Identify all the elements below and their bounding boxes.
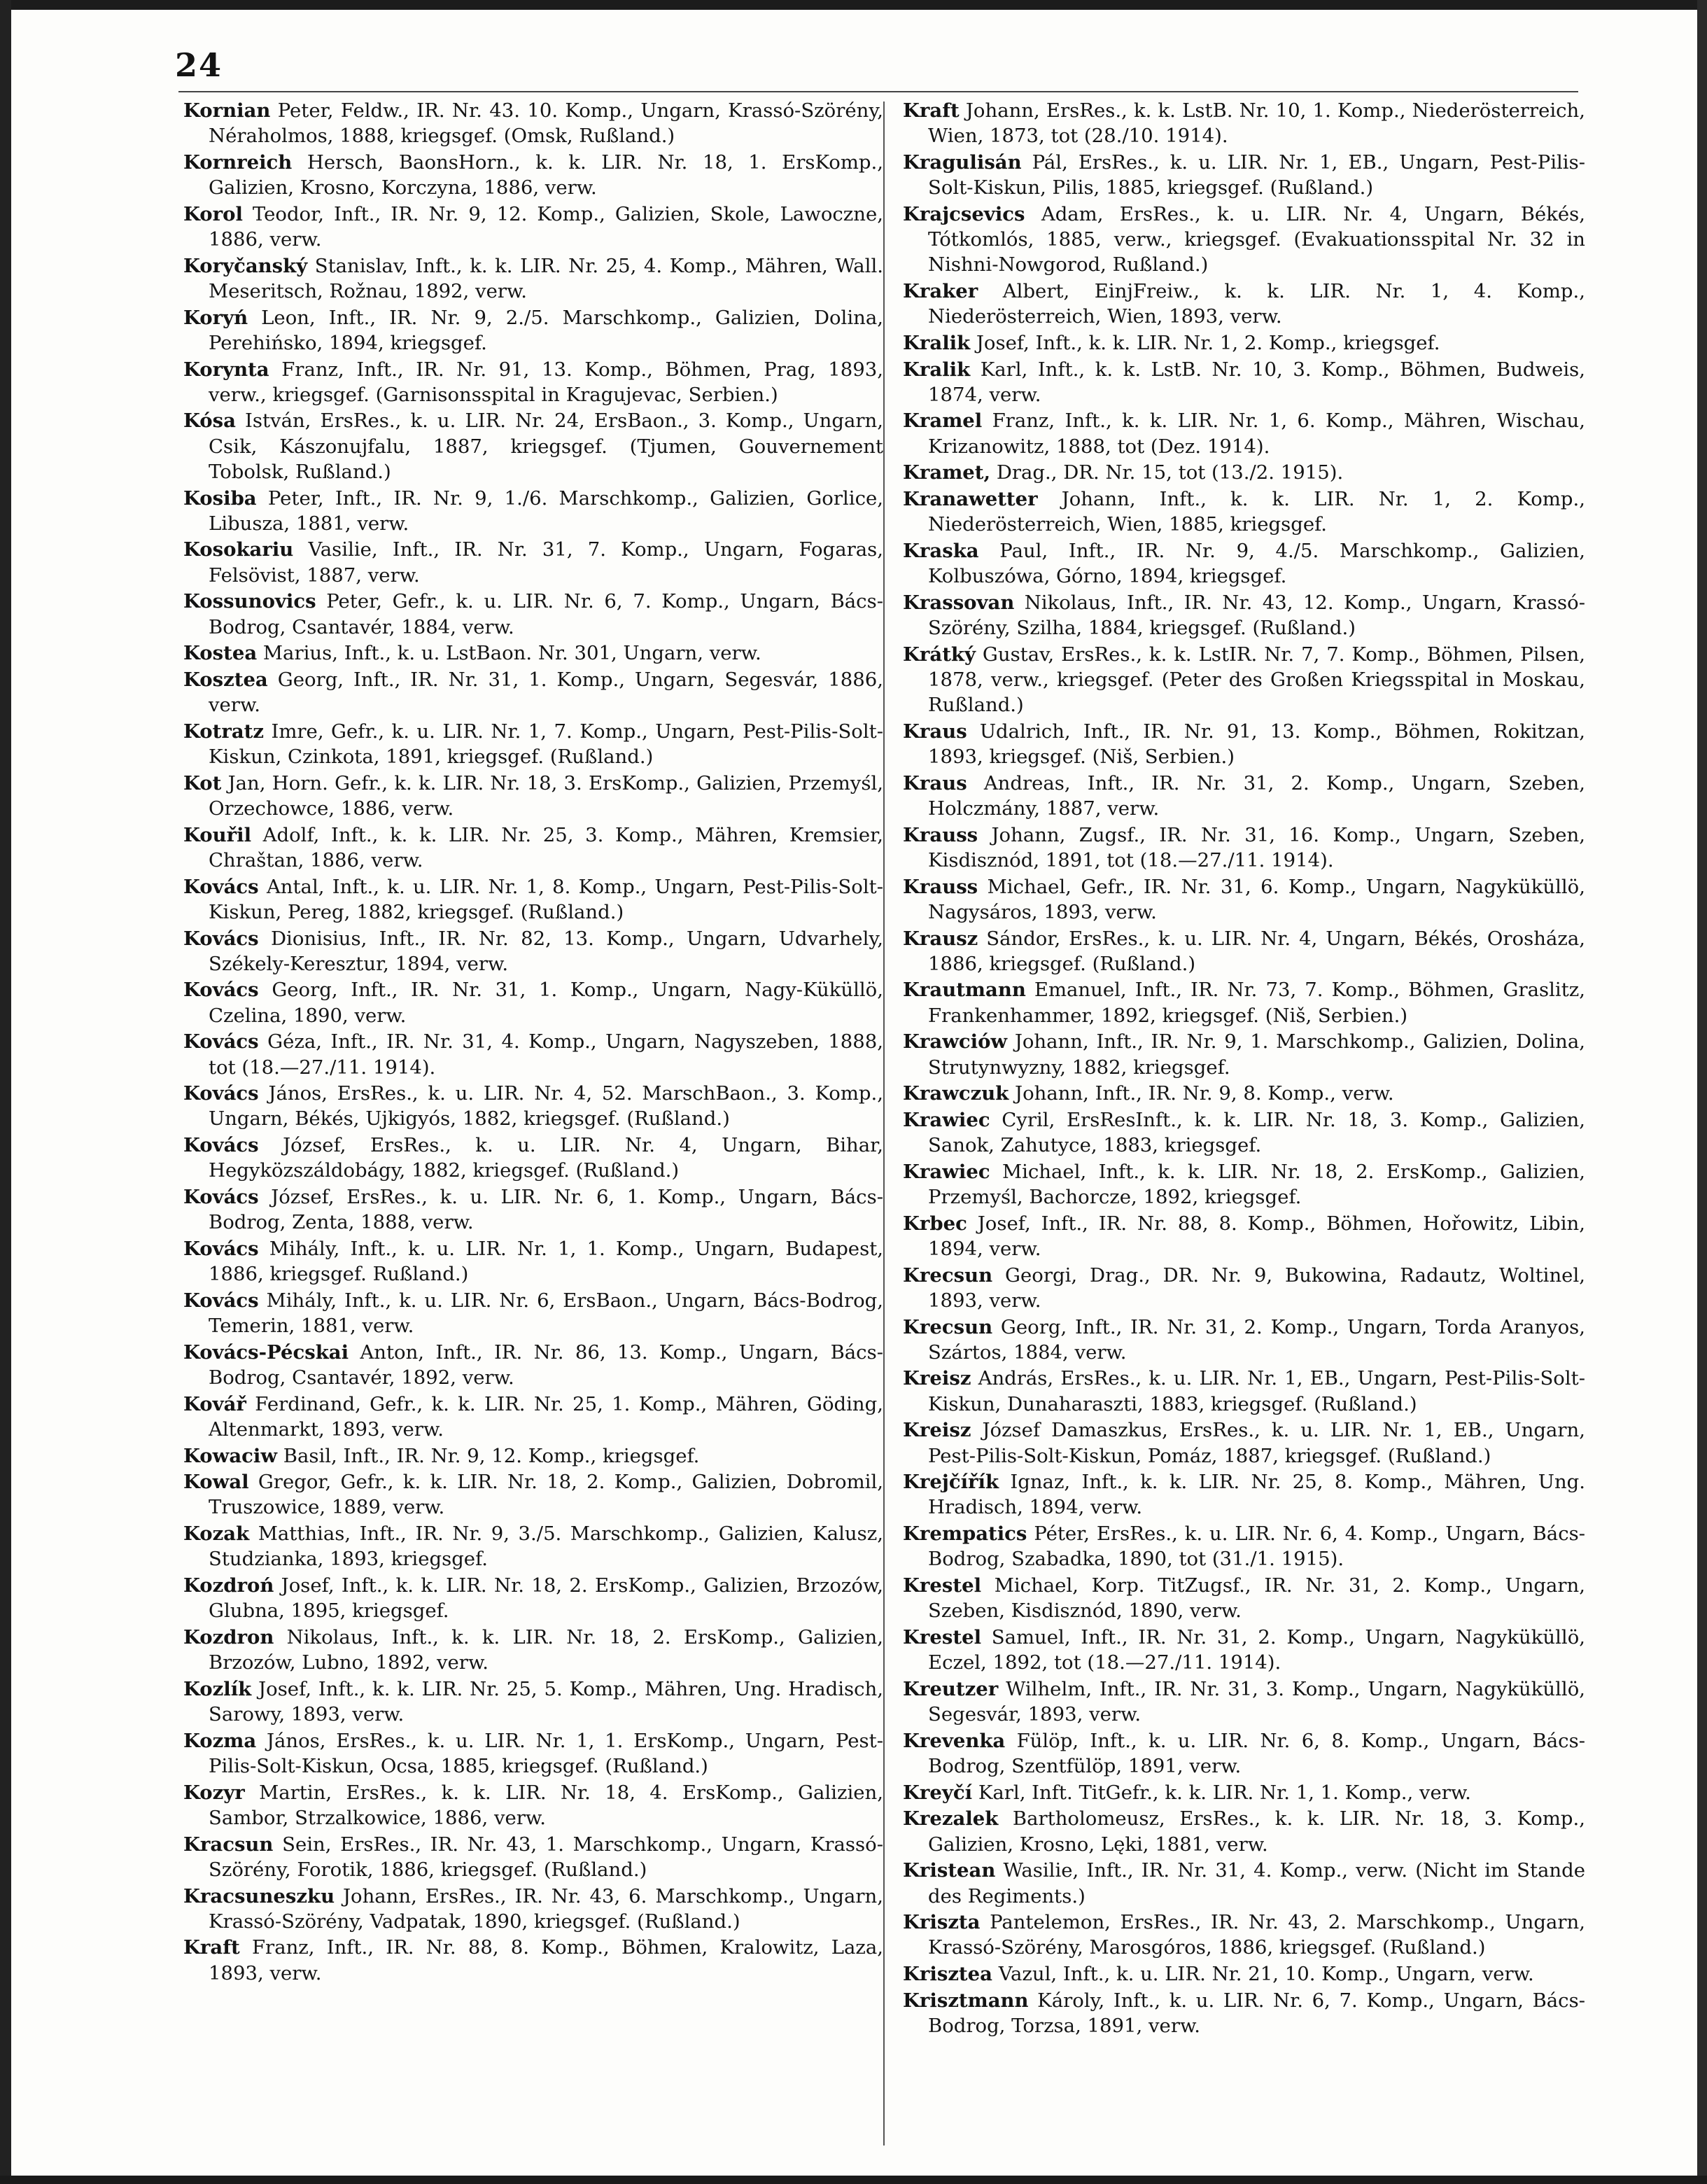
list-entry [183, 1780, 883, 1830]
entry-surname: Kraus [903, 720, 967, 743]
list-entry [903, 1806, 1585, 1856]
entry-surname: Kozma [183, 1729, 257, 1752]
column-divider [883, 102, 885, 2146]
entry-details: Bartholomeusz, ErsRes., k. k. LIR. Nr. 18, 3. Komp., Galizien, Krosno, Lęki, 1881, verw. [928, 1807, 1585, 1856]
list-entry [903, 1315, 1585, 1365]
list-entry [183, 719, 883, 769]
list-entry [903, 1728, 1585, 1779]
entry-details: Paul, Inft., IR. Nr. 9, 4./5. Marschkomp., Galizien, Kolbuszówa, Górno, 1894, kriegsgef. [928, 539, 1585, 588]
list-entry [903, 1573, 1585, 1623]
entry-details: Drag., DR. Nr. 15, tot (13./2. 1915). [996, 461, 1344, 484]
entry-surname: Korynta [183, 358, 269, 381]
entry-surname: Kramet, [903, 461, 991, 484]
entry-surname: Kozlík [183, 1677, 252, 1700]
entry-details: Cyril, ErsResInft., k. k. LIR. Nr. 18, 3. Komp., Galizien, Sanok, Zahutyce, 1883, kriegsgef. [928, 1108, 1585, 1157]
entry-surname: Krecsun [903, 1315, 993, 1338]
entry-details: Wilhelm, Inft., IR. Nr. 31, 3. Komp., Ungarn, Nagyküküllö, Segesvár, 1893, verw. [928, 1677, 1585, 1726]
entry-details: András, ErsRes., k. u. LIR. Nr. 1, EB., Ungarn, Pest-Pilis-Solt-Kiskun, Dunaharaszti, 1883, kriegsgef. (Rußland.) [928, 1367, 1585, 1415]
entry-details: Karl, Inft. TitGefr., k. k. LIR. Nr. 1, 1. Komp., verw. [978, 1781, 1471, 1804]
list-entry [183, 640, 883, 666]
entry-surname: Krawiec [903, 1160, 990, 1183]
entry-surname: Kreisz [903, 1367, 971, 1390]
entry-surname: Kragulisán [903, 150, 1022, 174]
left-column [183, 98, 883, 1987]
entry-surname: Kranawetter [903, 488, 1038, 511]
entry-surname: Kot [183, 771, 222, 794]
list-entry [903, 357, 1585, 407]
list-entry [183, 1469, 883, 1520]
entry-details: Antal, Inft., k. u. LIR. Nr. 1, 8. Komp., Ungarn, Pest-Pilis-Solt-Kiskun, Pereg, 1882, kriegsgef. (Rußland.) [209, 875, 883, 923]
list-entry [903, 926, 1585, 976]
list-entry [903, 486, 1585, 537]
list-entry [903, 1107, 1585, 1158]
entry-details: Michael, Gefr., IR. Nr. 31, 6. Komp., Ungarn, Nagyküküllö, Nagysáros, 1893, verw. [928, 875, 1585, 923]
list-entry [903, 874, 1585, 925]
entry-details: Martin, ErsRes., k. k. LIR. Nr. 18, 4. ErsKomp., Galizien, Sambor, Strzalkowice, 1886, verw. [209, 1781, 883, 1829]
entry-details: Pál, ErsRes., k. u. LIR. Nr. 1, EB., Ungarn, Pest-Pilis-Solt-Kiskun, Pilis, 1885, kriegsgef. (Rußland.) [928, 150, 1585, 200]
entry-details: Adam, ErsRes., k. u. LIR. Nr. 4, Ungarn, Békés, Tótkomlós, 1885, verw., kriegsgef. (Evakuationsspital Nr. 32 in Nishni-Nowgorod, Rußland.) [928, 202, 1585, 276]
entry-surname: Kosokariu [183, 538, 294, 561]
entry-surname: Kosiba [183, 486, 257, 510]
entry-surname: Kossunovics [183, 590, 316, 613]
entry-details: Anton, Inft., IR. Nr. 86, 13. Komp., Ungarn, Bács-Bodrog, Csantavér, 1892, verw. [209, 1340, 883, 1389]
list-entry [903, 202, 1585, 278]
list-entry [903, 408, 1585, 458]
entry-surname: Kreutzer [903, 1677, 999, 1700]
list-entry [183, 1133, 883, 1183]
list-entry [903, 150, 1585, 200]
list-entry [903, 1961, 1585, 1987]
entry-surname: Krisztmann [903, 1989, 1029, 2012]
entry-surname: Kosztea [183, 668, 268, 691]
entry-surname: Krestel [903, 1574, 982, 1597]
entry-surname: Kraft [903, 99, 960, 122]
list-entry [183, 486, 883, 536]
entry-surname: Krauss [903, 823, 978, 846]
entry-details: Pantelemon, ErsRes., IR. Nr. 43, 2. Marschkomp., Ungarn, Krassó-Szörény, Marosgóros, 1886, kriegsgef. (Rußland.) [928, 1911, 1585, 1959]
list-entry [903, 460, 1585, 485]
list-entry [903, 330, 1585, 356]
entry-details: Dionisius, Inft., IR. Nr. 82, 13. Komp., Ungarn, Udvarhely, Székely-Keresztur, 1894, verw. [209, 927, 884, 975]
entry-details: Georgi, Drag., DR. Nr. 9, Bukowina, Radautz, Woltinel, 1893, verw. [928, 1264, 1585, 1312]
entry-details: Géza, Inft., IR. Nr. 31, 4. Komp., Ungarn, Nagyszeben, 1888, tot (18.—27./11. 1914). [209, 1030, 883, 1079]
page-number: 24 [175, 46, 223, 84]
list-entry [183, 537, 883, 587]
list-entry [903, 1211, 1585, 1261]
entry-details: Nikolaus, Inft., IR. Nr. 43, 12. Komp., Ungarn, Krassó-Szörény, Szilha, 1884, kriegsgef. (Rußland.) [928, 591, 1585, 640]
list-entry [903, 822, 1585, 873]
list-entry [183, 874, 883, 925]
list-entry [903, 1625, 1585, 1675]
entry-surname: Kovács-Pécskai [183, 1340, 349, 1364]
entry-surname: Krbec [903, 1212, 967, 1235]
list-entry [183, 305, 883, 356]
list-entry [903, 1029, 1585, 1079]
list-entry [903, 1521, 1585, 1572]
entry-details: Peter, Inft., IR. Nr. 9, 1./6. Marschkomp., Galizien, Gorlice, Libusza, 1881, verw. [209, 486, 883, 535]
list-entry [183, 1521, 883, 1572]
entry-details: Johann, Inft., IR. Nr. 9, 1. Marschkomp., Galizien, Dolina, Strutynwyzny, 1882, kriegsgef. [928, 1030, 1585, 1079]
list-entry [183, 1236, 883, 1287]
entry-details: Marius, Inft., k. u. LstBaon. Nr. 301, Ungarn, verw. [262, 642, 761, 665]
list-entry [903, 1418, 1585, 1468]
entry-details: József, ErsRes., k. u. LIR. Nr. 6, 1. Komp., Ungarn, Bács-Bodrog, Zenta, 1888, verw. [209, 1186, 883, 1234]
list-entry [903, 279, 1585, 329]
scan-border-left [0, 0, 11, 2184]
list-entry [183, 98, 883, 148]
entry-surname: Krauss [903, 875, 978, 898]
list-entry [183, 1081, 883, 1131]
list-entry [183, 1443, 883, 1469]
entry-surname: Kornreich [183, 150, 293, 174]
entry-surname: Kouřil [183, 823, 252, 846]
entry-details: József, ErsRes., k. u. LIR. Nr. 4, Ungarn, Bihar, Hegyközszáldobágy, 1882, kriegsgef. (Rußland.) [209, 1134, 884, 1182]
entry-details: Albert, EinjFreiw., k. k. LIR. Nr. 1, 4. Komp., Niederösterreich, Wien, 1893, verw. [928, 279, 1585, 328]
list-entry [903, 1858, 1585, 1908]
entry-details: Adolf, Inft., k. k. LIR. Nr. 25, 3. Komp., Mähren, Kremsier, Chraštan, 1886, verw. [209, 823, 883, 872]
list-entry [183, 357, 883, 407]
entry-details: Josef, Inft., k. k. LIR. Nr. 1, 2. Komp., kriegsgef. [976, 331, 1440, 354]
entry-surname: Kornian [183, 99, 271, 122]
entry-surname: Krisztea [903, 1963, 992, 1986]
list-entry [183, 667, 883, 718]
entry-details: Gregor, Gefr., k. k. LIR. Nr. 18, 2. Komp., Galizien, Dobromil, Truszowice, 1889, verw. [209, 1471, 883, 1519]
entry-surname: Kowaciw [183, 1444, 277, 1467]
entry-details: Johann, Inft., IR. Nr. 9, 8. Komp., verw. [1015, 1082, 1394, 1105]
list-entry [903, 771, 1585, 821]
entry-surname: Krawczuk [903, 1082, 1009, 1105]
list-entry [903, 538, 1585, 589]
entry-details: István, ErsRes., k. u. LIR. Nr. 24, ErsBaon., 3. Komp., Ungarn, Csik, Kászonujfalu, 1887, kriegsgef. (Tjumen, Gouvernement Tobolsk, Rußland.) [209, 410, 883, 483]
entry-details: Johann, ErsRes., IR. Nr. 43, 6. Marschkomp., Ungarn, Krassó-Szörény, Vadpatak, 1890, kriegsgef. (Rußland.) [209, 1884, 884, 1933]
entry-surname: Krezalek [903, 1807, 999, 1830]
list-entry [183, 1392, 883, 1442]
list-entry [903, 642, 1585, 718]
entry-surname: Kovács [183, 1030, 259, 1054]
entry-details: Vasilie, Inft., IR. Nr. 31, 7. Komp., Ungarn, Fogaras, Felsövist, 1887, verw. [209, 538, 883, 587]
entry-details: Vazul, Inft., k. u. LIR. Nr. 21, 10. Komp., Ungarn, verw. [998, 1963, 1534, 1986]
scan-border-top [0, 0, 1707, 10]
entry-surname: Kramel [903, 410, 983, 433]
entry-details: Samuel, Inft., IR. Nr. 31, 2. Komp., Ungarn, Nagyküküllö, Eczel, 1892, tot (18.—27./11. 1914). [928, 1625, 1585, 1674]
entry-surname: Kracsuneszku [183, 1884, 335, 1907]
list-entry [903, 1159, 1585, 1210]
list-entry [903, 719, 1585, 769]
entry-surname: Korol [183, 202, 243, 225]
entry-details: Josef, Inft., k. k. LIR. Nr. 25, 5. Komp., Mähren, Ung. Hradisch, Sarowy, 1893, verw. [209, 1677, 884, 1726]
entry-details: Michael, Korp. TitZugsf., IR. Nr. 31, 2. Komp., Ungarn, Szeben, Kisdisznód, 1890, verw. [928, 1574, 1585, 1623]
entry-details: János, ErsRes., k. u. LIR. Nr. 4, 52. MarschBaon., 3. Komp., Ungarn, Békés, Ujkigyós, 1882, kriegsgef. (Rußland.) [209, 1082, 883, 1130]
entry-details: Jan, Horn. Gefr., k. k. LIR. Nr. 18, 3. ErsKomp., Galizien, Przemyśl, Orzechowce, 1886, verw. [209, 771, 883, 820]
list-entry [903, 1910, 1585, 1960]
entry-details: Michael, Inft., k. k. LIR. Nr. 18, 2. ErsKomp., Galizien, Przemyśl, Bachorcze, 1892, kriegsgef. [928, 1160, 1585, 1209]
entry-surname: Krátký [903, 643, 976, 666]
entry-details: Hersch, BaonsHorn., k. k. LIR. Nr. 18, 1. ErsKomp., Galizien, Krosno, Korczyna, 1886, verw. [209, 150, 883, 200]
entry-surname: Kowal [183, 1471, 249, 1494]
entry-surname: Kovář [183, 1392, 246, 1415]
entry-surname: Kracsun [183, 1833, 274, 1856]
list-entry [183, 1029, 883, 1079]
list-entry [183, 589, 883, 639]
list-entry [903, 977, 1585, 1028]
entry-details: János, ErsRes., k. u. LIR. Nr. 1, 1. ErsKomp., Ungarn, Pest-Pilis-Solt-Kiskun, Ocsa, 1885, kriegsgef. (Rußland.) [209, 1729, 883, 1777]
list-entry [903, 590, 1585, 640]
entry-details: József Damaszkus, ErsRes., k. u. LIR. Nr. 1, EB., Ungarn, Pest-Pilis-Solt-Kiskun, Pomáz, 1887, kriegsgef. (Rußland.) [928, 1419, 1585, 1467]
right-column [903, 98, 1585, 2040]
entry-details: Udalrich, Inft., IR. Nr. 91, 13. Komp., Böhmen, Rokitzan, 1893, kriegsgef. (Niš, Serbien.) [928, 720, 1585, 769]
entry-details: Franz, Inft., IR. Nr. 91, 13. Komp., Böhmen, Prag, 1893, verw., kriegsgef. (Garnisonsspital in Kragujevac, Serbien.) [209, 358, 883, 406]
list-entry [183, 977, 883, 1028]
entry-surname: Kreyčí [903, 1781, 973, 1804]
entry-surname: Kovács [183, 1134, 259, 1157]
entry-surname: Kovács [183, 1289, 259, 1312]
entry-surname: Kreisz [903, 1419, 971, 1442]
entry-details: Georg, Inft., IR. Nr. 31, 1. Komp., Ungarn, Nagy-Küküllö, Czelina, 1890, verw. [209, 979, 883, 1027]
entry-details: Teodor, Inft., IR. Nr. 9, 12. Komp., Galizien, Skole, Lawoczne, 1886, verw. [209, 202, 883, 251]
entry-surname: Kotratz [183, 720, 264, 743]
entry-surname: Krawiec [903, 1108, 990, 1131]
list-entry [183, 1832, 883, 1882]
entry-surname: Kovács [183, 1237, 259, 1260]
list-entry [183, 1676, 883, 1727]
entry-surname: Krevenka [903, 1729, 1006, 1752]
entry-surname: Kósa [183, 410, 236, 433]
entry-surname: Krausz [903, 927, 978, 950]
entry-details: Peter, Gefr., k. u. LIR. Nr. 6, 7. Komp., Ungarn, Bács-Bodrog, Csantavér, 1884, verw. [209, 590, 883, 638]
entry-details: Peter, Feldw., IR. Nr. 43. 10. Komp., Ungarn, Krassó-Szörény, Néraholmos, 1888, kriegsgef. (Omsk, Rußland.) [209, 99, 883, 148]
list-entry [183, 408, 883, 484]
list-entry [903, 98, 1585, 148]
entry-surname: Koryčanský [183, 254, 308, 277]
entry-surname: Kovács [183, 1082, 259, 1105]
list-entry [183, 822, 883, 873]
list-entry [183, 1935, 883, 1985]
entry-details: Emanuel, Inft., IR. Nr. 73, 7. Komp., Böhmen, Graslitz, Frankenhammer, 1892, kriegsgef. (Niš, Serbien.) [928, 979, 1585, 1027]
entry-details: Mihály, Inft., k. u. LIR. Nr. 6, ErsBaon., Ungarn, Bács-Bodrog, Temerin, 1881, verw. [209, 1289, 883, 1338]
scan-border-right [1697, 0, 1707, 2184]
list-entry [183, 1625, 883, 1675]
list-entry [183, 1184, 883, 1235]
entry-surname: Kozak [183, 1522, 250, 1546]
entry-details: Johann, Zugsf., IR. Nr. 31, 16. Komp., Ungarn, Szeben, Kisdisznód, 1891, tot (18.—27./11. 1914). [928, 823, 1585, 872]
entry-details: Franz, Inft., k. k. LIR. Nr. 1, 6. Komp., Mähren, Wischau, Krizanowitz, 1888, tot (Dez. 1914). [928, 410, 1585, 458]
entry-details: Sándor, ErsRes., k. u. LIR. Nr. 4, Ungarn, Békés, Orosháza, 1886, kriegsgef. (Rußland.) [928, 927, 1585, 975]
entry-details: Wasilie, Inft., IR. Nr. 31, 4. Komp., verw. (Nicht im Stande des Regiments.) [928, 1859, 1585, 1907]
entry-details: Fülöp, Inft., k. u. LIR. Nr. 6, 8. Komp., Ungarn, Bács-Bodrog, Szentfülöp, 1891, verw. [928, 1729, 1585, 1777]
entry-surname: Kriszta [903, 1911, 981, 1934]
entry-details: Georg, Inft., IR. Nr. 31, 1. Komp., Ungarn, Segesvár, 1886, verw. [209, 668, 883, 717]
entry-surname: Kralik [903, 358, 971, 381]
entry-surname: Kralik [903, 331, 971, 354]
list-entry [903, 1081, 1585, 1106]
entry-surname: Krassovan [903, 591, 1015, 614]
entry-surname: Krestel [903, 1625, 982, 1648]
entry-details: Sein, ErsRes., IR. Nr. 43, 1. Marschkomp., Ungarn, Krassó-Szörény, Forotik, 1886, kriegsgef. (Rußland.) [209, 1833, 883, 1881]
list-entry [183, 771, 883, 821]
header-rule [178, 91, 1578, 92]
entry-details: Johann, Inft., k. k. LIR. Nr. 1, 2. Komp., Niederösterreich, Wien, 1885, kriegsgef. [928, 488, 1585, 536]
list-entry [183, 926, 883, 976]
entry-details: Josef, Inft., k. k. LIR. Nr. 18, 2. ErsKomp., Galizien, Brzozów, Glubna, 1895, kriegsgef. [209, 1574, 883, 1623]
entry-details: Imre, Gefr., k. u. LIR. Nr. 1, 7. Komp., Ungarn, Pest-Pilis-Solt-Kiskun, Czinkota, 1891, kriegsgef. (Rußland.) [209, 720, 883, 769]
list-entry [903, 1988, 1585, 2038]
entry-surname: Krecsun [903, 1264, 993, 1287]
entry-surname: Kozdron [183, 1625, 274, 1648]
list-entry [903, 1366, 1585, 1416]
list-entry [183, 1340, 883, 1390]
entry-surname: Kovács [183, 979, 259, 1002]
entry-details: Péter, ErsRes., k. u. LIR. Nr. 6, 4. Komp., Ungarn, Bács-Bodrog, Szabadka, 1890, tot (31./1. 1915). [928, 1522, 1586, 1571]
list-entry [903, 1676, 1585, 1727]
list-entry [183, 253, 883, 304]
list-entry [903, 1469, 1585, 1520]
entry-surname: Kraft [183, 1936, 240, 1959]
list-entry [903, 1780, 1585, 1805]
entry-surname: Kostea [183, 642, 258, 665]
entry-surname: Krajcsevics [903, 202, 1025, 225]
entry-surname: Kovács [183, 875, 259, 898]
entry-details: Mihály, Inft., k. u. LIR. Nr. 1, 1. Komp., Ungarn, Budapest, 1886, kriegsgef. Rußland.) [209, 1237, 883, 1286]
entry-details: Basil, Inft., IR. Nr. 9, 12. Komp., kriegsgef. [283, 1444, 700, 1467]
entry-details: Ferdinand, Gefr., k. k. LIR. Nr. 25, 1. Komp., Mähren, Göding, Altenmarkt, 1893, verw. [209, 1392, 883, 1441]
scan-border-bottom [0, 2176, 1707, 2184]
entry-surname: Krautmann [903, 979, 1026, 1002]
entry-details: Georg, Inft., IR. Nr. 31, 2. Komp., Ungarn, Torda Aranyos, Szártos, 1884, verw. [928, 1315, 1585, 1364]
entry-surname: Kovács [183, 927, 259, 950]
entry-surname: Koryń [183, 306, 248, 329]
list-entry [903, 1263, 1585, 1313]
entry-details: Franz, Inft., IR. Nr. 88, 8. Komp., Böhmen, Kralowitz, Laza, 1893, verw. [209, 1936, 884, 1984]
entry-surname: Kozdroń [183, 1574, 274, 1597]
entry-details: Ignaz, Inft., k. k. LIR. Nr. 25, 8. Komp., Mähren, Ung. Hradisch, 1894, verw. [928, 1471, 1585, 1519]
list-entry [183, 202, 883, 252]
entry-surname: Kraska [903, 539, 979, 562]
entry-surname: Krawciów [903, 1030, 1008, 1054]
list-entry [183, 1728, 883, 1779]
entry-surname: Krempatics [903, 1522, 1027, 1546]
list-entry [183, 1884, 883, 1934]
entry-surname: Kovács [183, 1186, 259, 1209]
entry-details: Leon, Inft., IR. Nr. 9, 2./5. Marschkomp., Galizien, Dolina, Perehińsko, 1894, kriegsgef. [209, 306, 883, 354]
list-entry [183, 1288, 883, 1338]
entry-details: Nikolaus, Inft., k. k. LIR. Nr. 18, 2. ErsKomp., Galizien, Brzozów, Lubno, 1892, verw. [209, 1625, 883, 1674]
entry-details: Károly, Inft., k. u. LIR. Nr. 6, 7. Komp., Ungarn, Bács-Bodrog, Torzsa, 1891, verw. [928, 1989, 1585, 2038]
entry-details: Karl, Inft., k. k. LstB. Nr. 10, 3. Komp., Böhmen, Budweis, 1874, verw. [928, 358, 1586, 406]
entry-details: Josef, Inft., IR. Nr. 88, 8. Komp., Böhmen, Hořowitz, Libin, 1894, verw. [928, 1212, 1585, 1260]
entry-surname: Kristean [903, 1859, 996, 1882]
entry-surname: Krejčířík [903, 1471, 999, 1494]
entry-surname: Kraker [903, 279, 978, 302]
list-entry [183, 150, 883, 200]
entry-details: Gustav, ErsRes., k. k. LstIR. Nr. 7, 7. Komp., Böhmen, Pilsen, 1878, verw., kriegsgef. (Peter des Großen Kriegsspital in Moskau, Rußland.) [928, 643, 1586, 717]
entry-details: Stanislav, Inft., k. k. LIR. Nr. 25, 4. Komp., Mähren, Wall. Meseritsch, Rožnau, 1892, verw. [209, 254, 884, 302]
entry-surname: Kozyr [183, 1781, 245, 1804]
entry-details: Matthias, Inft., IR. Nr. 9, 3./5. Marschkomp., Galizien, Kalusz, Studzianka, 1893, kriegsgef. [209, 1522, 883, 1571]
entry-details: Johann, ErsRes., k. k. LstB. Nr. 10, 1. Komp., Niederösterreich, Wien, 1873, tot (28./10. 1914). [928, 99, 1585, 148]
list-entry [183, 1573, 883, 1623]
entry-surname: Kraus [903, 771, 967, 794]
entry-details: Andreas, Inft., IR. Nr. 31, 2. Komp., Ungarn, Szeben, Holczmány, 1887, verw. [928, 771, 1586, 820]
